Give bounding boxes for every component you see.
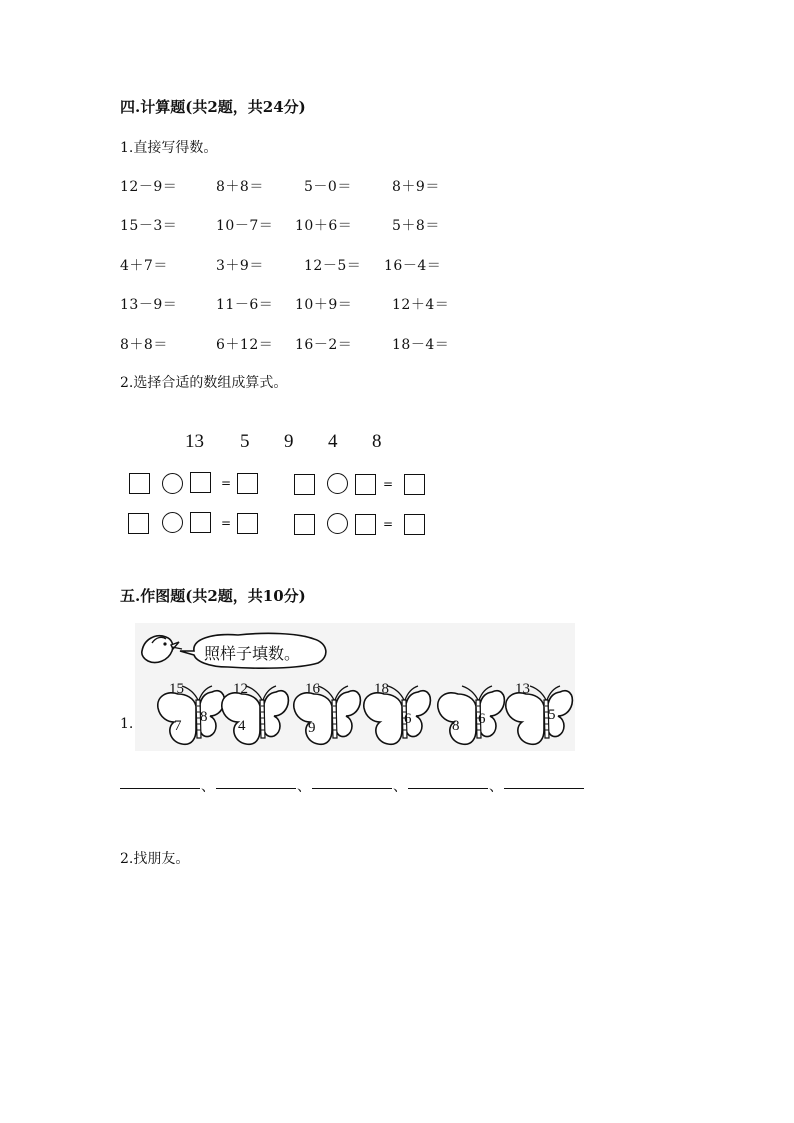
number-choice: 5 — [240, 431, 250, 452]
answer-line[interactable] — [504, 788, 584, 789]
butterfly-icon — [438, 686, 505, 744]
butterfly-icon — [222, 686, 289, 744]
answer-box[interactable] — [190, 472, 211, 493]
butterfly-right-number: 6 — [478, 711, 486, 727]
equation: 15－3＝ — [120, 218, 178, 234]
equals-sign: = — [383, 477, 394, 491]
separator: 、 — [297, 779, 311, 795]
butterfly-top-number: 12 — [233, 681, 248, 697]
equals-sign: = — [221, 476, 232, 490]
number-choice: 8 — [372, 431, 382, 452]
answer-box[interactable] — [128, 513, 149, 534]
answer-box[interactable] — [129, 473, 150, 494]
equation: 3＋9＝ — [216, 258, 264, 274]
butterfly-icon — [294, 686, 361, 744]
answer-box[interactable] — [355, 514, 376, 535]
equation: 16－4＝ — [384, 258, 442, 274]
butterfly-top-number: 18 — [374, 681, 389, 697]
operator-circle[interactable] — [327, 513, 348, 534]
answer-box[interactable] — [404, 514, 425, 535]
equation: 5－0＝ — [304, 179, 352, 195]
equation: 8＋9＝ — [392, 179, 440, 195]
butterfly-left-number: 9 — [308, 720, 316, 736]
equation: 4＋7＝ — [120, 258, 168, 274]
question1-label: 1.直接写得数。 — [120, 140, 218, 156]
equation: 10＋6＝ — [295, 218, 353, 234]
answer-line[interactable] — [120, 788, 200, 789]
equation: 11－6＝ — [216, 297, 274, 313]
answer-box[interactable] — [355, 474, 376, 495]
equation: 8＋8＝ — [120, 337, 168, 353]
equation: 12－9＝ — [120, 179, 178, 195]
butterfly-icon — [158, 686, 225, 744]
equals-sign: = — [383, 517, 394, 531]
answer-box[interactable] — [237, 473, 258, 494]
butterfly-right-number: 8 — [200, 709, 208, 725]
equation: 5＋8＝ — [392, 218, 440, 234]
butterfly-right-number: 6 — [404, 711, 412, 727]
answer-line[interactable] — [312, 788, 392, 789]
section5-title: 五.作图题(共2题，共10分) — [120, 587, 306, 605]
equation: 10－7＝ — [216, 218, 274, 234]
butterfly-top-number: 15 — [169, 681, 184, 697]
equation: 6＋12＝ — [216, 337, 274, 353]
question2-label: 2.找朋友。 — [120, 851, 190, 867]
equation: 10＋9＝ — [295, 297, 353, 313]
butterflies — [150, 676, 580, 752]
answer-box[interactable] — [404, 474, 425, 495]
equals-sign: = — [221, 516, 232, 530]
butterfly-left-number: 4 — [238, 718, 246, 734]
answer-line[interactable] — [216, 788, 296, 789]
butterfly-left-number: 7 — [174, 718, 182, 734]
separator: 、 — [393, 779, 407, 795]
question1-number: 1. — [120, 716, 134, 732]
separator: 、 — [489, 779, 503, 795]
question2-label: 2.选择合适的数组成算式。 — [120, 375, 288, 391]
section4-title: 四.计算题(共2题，共24分) — [120, 98, 306, 116]
butterfly-top-number: 16 — [305, 681, 320, 697]
operator-circle[interactable] — [327, 473, 348, 494]
equation: 8＋8＝ — [216, 179, 264, 195]
operator-circle[interactable] — [162, 512, 183, 533]
answer-box[interactable] — [190, 512, 211, 533]
equation: 16－2＝ — [295, 337, 353, 353]
operator-circle[interactable] — [162, 473, 183, 494]
answer-box[interactable] — [294, 474, 315, 495]
answer-line[interactable] — [408, 788, 488, 789]
equation: 12－5＝ — [304, 258, 362, 274]
equation: 18－4＝ — [392, 337, 450, 353]
butterfly-right-number: 5 — [548, 707, 556, 723]
number-choice: 13 — [185, 431, 204, 452]
butterfly-left-number: 8 — [452, 718, 460, 734]
equation: 12＋4＝ — [392, 297, 450, 313]
number-choice: 9 — [284, 431, 294, 452]
equation: 13－9＝ — [120, 297, 178, 313]
answer-box[interactable] — [294, 514, 315, 535]
separator: 、 — [201, 779, 215, 795]
speech-text: 照样子填数。 — [204, 644, 301, 663]
answer-box[interactable] — [237, 513, 258, 534]
butterfly-top-number: 13 — [515, 681, 530, 697]
number-choice: 4 — [328, 431, 338, 452]
